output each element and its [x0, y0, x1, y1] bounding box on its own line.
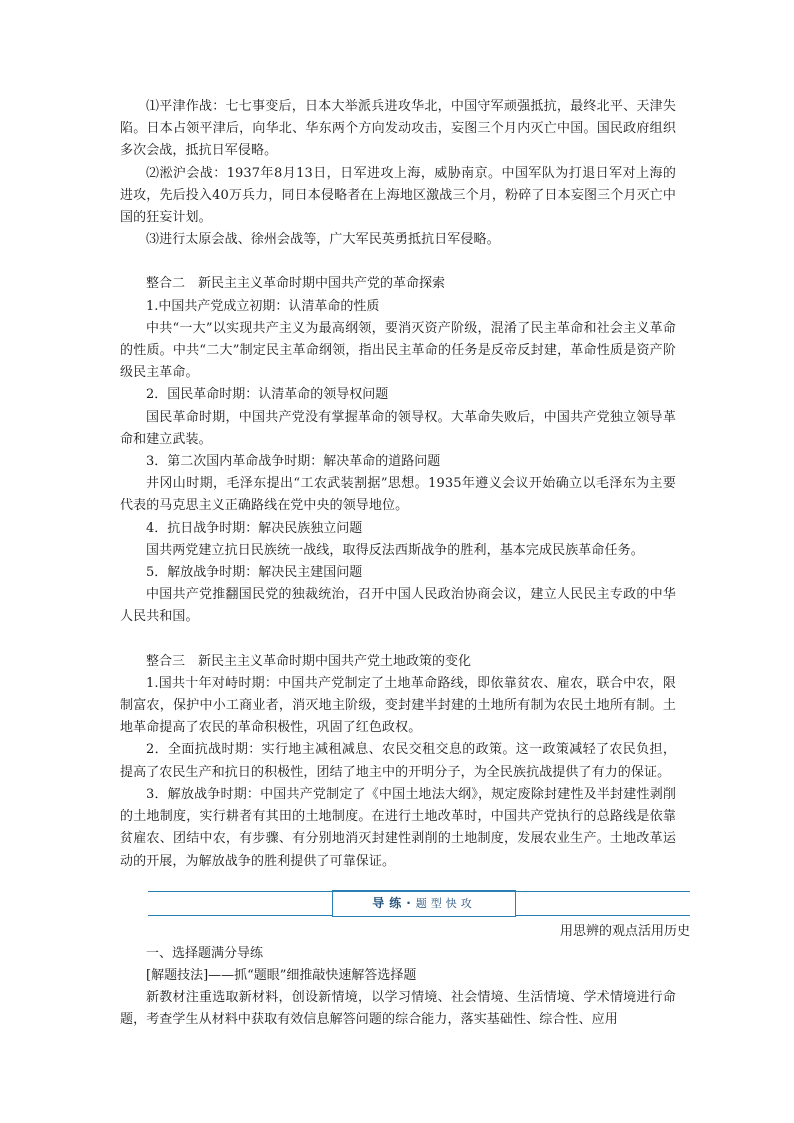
practice-heading-1: 一、选择题满分导练 [146, 945, 264, 961]
banner-dot: · [406, 895, 416, 910]
practice-para-1: 新教材注重选取新材料，创设新情境，以学习情境、社会情境、生活情境、学术情境进行命题，考查学生从材料中获取有效信息解答问题的综合能力，落实基础性、综合性、应用 [120, 990, 676, 1028]
practice-banner [120, 891, 676, 917]
section-two-heading-1: 1.中国共产党成立初期：认清革命的性质 [146, 298, 380, 314]
section-three [120, 651, 676, 873]
section-two-para-5: 中国共产党推翻国民党的独裁统治，召开中国人民政治协商会议，建立人民民主专政的中华人民共和国。 [120, 587, 676, 625]
section-two-heading-2: 2．国民革命时期：认清革命的领导权问题 [146, 387, 389, 403]
banner-main-text: 导练 [372, 895, 407, 910]
section-three-title: 整合三 新民主主义革命时期中国共产党土地政策的变化 [146, 653, 472, 669]
practice-right-title: 用思辨的观点活用历史 [559, 923, 690, 939]
practice-section [120, 943, 676, 1032]
section-three-para-3: 3．解放战争时期：中国共产党制定了《中国土地法大纲》，规定废除封建性及半封建性剥削的土地制度，实行耕者有其田的土地制度。在进行土地改革时，中国共产党执行的总路线是依靠贫雇农、团结中农，有步骤、有分别地消灭封建性剥削的土地制度，发展农业生产。土地改革运动的开展，为解放战争的胜利提供了可靠保证。 [120, 786, 676, 869]
war-item-taiyuan: ⑶进行太原会战、徐州会战等，广大军民英勇抵抗日军侵略。 [146, 232, 500, 248]
banner-label [332, 890, 516, 917]
section-two-para-4: 国共两党建立抗日民族统一战线，取得反法西斯战争的胜利，基本完成民族革命任务。 [146, 542, 644, 558]
section-three-para-2: 2．全面抗战时期：实行地主减租减息、农民交租交息的政策。这一政策减轻了农民负担，提高了农民生产和抗日的积极性，团结了地主中的开明分子，为全民族抗战提供了有力的保证。 [120, 742, 676, 780]
section-two-title: 整合二 新民主主义革命时期中国共产党的革命探索 [146, 276, 446, 292]
banner-sub-text: 题型快攻 [415, 896, 476, 910]
section-two-para-2: 国民革命时期，中国共产党没有掌握革命的领导权。大革命失败后，中国共产党独立领导革命和建立武装。 [120, 409, 676, 447]
section-three-para-1: 1.国共十年对峙时期：中国共产党制定了土地革命路线，即依靠贫农、雇农，联合中农，限制富农，保护中小工商业者，消灭地主阶级，变封建半封建的土地所有制为农民土地所有制。土地革命提高了农民的革命积极性，巩固了红色政权。 [120, 675, 676, 736]
war-item-songhu: ⑵淞沪会战：1937年8月13日，日军进攻上海，威胁南京。中国军队为打退日军对上海的进攻，先后投入40万兵力，同日本侵略者在上海地区激战三个月，粉碎了日本妄图三个月灭亡中国的狂妄计划。 [120, 165, 676, 226]
section-two-heading-4: 4．抗日战争时期：解决民族独立问题 [146, 520, 363, 536]
section-two-para-3: 井冈山时期，毛泽东提出“工农武装割据”思想。1935年遵义会议开始确立以毛泽东为主要代表的马克思主义正确路线在党中央的领导地位。 [120, 476, 676, 514]
section-two-para-1: 中共“一大”以实现共产主义为最高纲领，要消灭资产阶级，混淆了民主革命和社会主义革命的性质。中共“二大”制定民主革命纲领，指出民主革命的任务是反帝反封建，革命性质是资产阶级民主革命。 [120, 320, 676, 381]
section-two [120, 273, 676, 628]
practice-heading-2: [解题技法]——抓“题眼”细推敲快速解答选择题 [146, 967, 417, 983]
document-page [120, 96, 690, 1032]
war-section [120, 96, 676, 251]
section-two-heading-5: 5．解放战争时期：解决民主建国问题 [146, 565, 363, 581]
section-two-heading-3: 3．第二次国内革命战争时期：解决革命的道路问题 [146, 454, 441, 470]
war-item-pingjin: ⑴平津作战：七七事变后，日本大举派兵进攻华北，中国守军顽强抵抗，最终北平、天津失陷。日本占领平津后，向华北、华东两个方向发动攻击，妄图三个月内灭亡中国。国民政府组织多次会战，抵抗日军侵略。 [120, 99, 676, 159]
